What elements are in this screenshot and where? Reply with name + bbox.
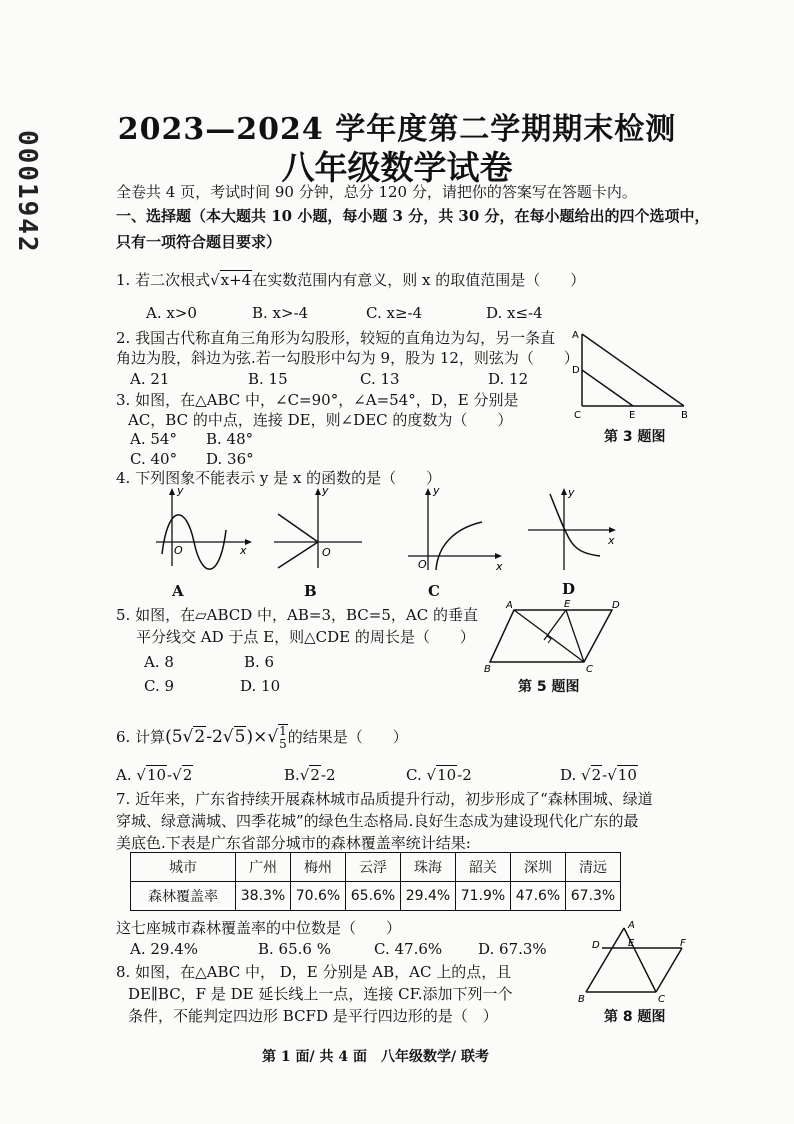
q5-point-d: D	[612, 600, 620, 611]
q6-option-c: C. √10-2	[406, 766, 472, 784]
q4d-axis-x: x	[608, 534, 615, 547]
question-6: 6. 计算(5√2-2√5)×√1 5的结果是（ ）	[116, 724, 408, 751]
q2-option-a: A. 21	[130, 370, 170, 388]
q2-option-c: C. 13	[360, 370, 400, 388]
q7-option-a: A. 29.4%	[130, 940, 199, 958]
question-5-line2: 平分线交 AD 于点 E，则△CDE 的周长是（ ）	[136, 628, 475, 646]
question-2-line1: 2. 我国古代称直角三角形为勾股形，较短的直角边为勾，另一条直	[116, 329, 556, 347]
q8-quadrilateral-figure	[574, 918, 694, 1004]
q4-label-a: A	[172, 582, 184, 600]
question-7-line1: 7. 近年来，广东省持续开展森林城市品质提升行动，初步形成了“森林围城、绿道	[116, 790, 653, 808]
q8-point-a: A	[628, 920, 635, 931]
table-cell: 71.9%	[456, 882, 511, 911]
q4-label-c: C	[428, 582, 440, 600]
table-header-cell: 梅州	[291, 853, 346, 882]
q5-option-a: A. 8	[144, 653, 174, 671]
q7-option-d: D. 67.3%	[478, 940, 547, 958]
q8-point-e: E	[628, 938, 635, 949]
q2-option-d: D. 12	[488, 370, 529, 388]
q5-point-c: C	[586, 664, 593, 675]
q3-option-d: D. 36°	[206, 450, 254, 468]
exam-title: 2023—2024 学年度第二学期期末检测	[117, 112, 677, 147]
table-cell: 29.4%	[401, 882, 456, 911]
q8-point-f: F	[680, 938, 686, 949]
q6-option-d: D. √2-√10	[560, 766, 637, 784]
q5-parallelogram-figure	[484, 596, 624, 676]
exam-intro: 全卷共 4 页，考试时间 90 分钟，总分 120 分，请把你的答案写在答题卡内。	[116, 183, 637, 201]
q3-option-b: B. 48°	[206, 430, 254, 448]
q5-option-b: B. 6	[244, 653, 275, 671]
q4-graph-d	[524, 484, 624, 574]
table-cell: 38.3%	[236, 882, 291, 911]
q3-point-e: E	[629, 410, 636, 420]
question-8-line3: 条件，不能判定四边形 BCFD 是平行四边形的是（ ）	[128, 1007, 498, 1025]
q6-option-a: A. √10-√2	[116, 766, 193, 784]
table-header-cell: 云浮	[346, 853, 401, 882]
table-cell: 47.6%	[511, 882, 566, 911]
q4-graph-c	[400, 484, 510, 574]
forest-coverage-table	[130, 852, 621, 911]
q3-option-a: A. 54°	[130, 430, 177, 448]
q1-prefix: 1. 若二次根式	[116, 271, 211, 289]
q4c-origin: O	[418, 558, 427, 571]
table-header-cell: 广州	[236, 853, 291, 882]
q4-label-b: B	[304, 582, 317, 600]
q5-point-e: E	[564, 599, 571, 610]
q8-figure-caption: 第 8 题图	[604, 1009, 666, 1025]
q7-option-b: B. 65.6 %	[258, 940, 331, 958]
table-cell: 森林覆盖率	[131, 882, 236, 911]
q4b-axis-y: y	[322, 484, 329, 497]
question-8-line1: 8. 如图，在△ABC 中， D，E 分别是 AB，AC 上的点，且	[116, 963, 512, 981]
q5-option-d: D. 10	[240, 677, 281, 695]
q8-point-d: D	[592, 940, 600, 951]
exam-subtitle: 八年级数学试卷	[281, 148, 513, 187]
q1-option-d: D. x≤-4	[486, 304, 543, 322]
q4-label-d: D	[562, 580, 576, 598]
q8-point-c: C	[658, 994, 665, 1004]
table-header-cell: 韶关	[456, 853, 511, 882]
page-footer: 第 1 面/ 共 4 面 八年级数学/ 联考	[262, 1049, 489, 1065]
table-header-cell: 城市	[131, 853, 236, 882]
q3-figure-caption: 第 3 题图	[604, 429, 666, 445]
q3-triangle-figure	[566, 326, 696, 420]
q3-point-d: D	[572, 365, 580, 376]
table-header-cell: 珠海	[401, 853, 456, 882]
section-heading-line2: 只有一项符合题目要求）	[116, 233, 282, 251]
q5-figure-caption: 第 5 题图	[518, 679, 580, 695]
question-1: 1. 若二次根式√x+4在实数范围内有意义，则 x 的取值范围是（ ）	[116, 271, 586, 289]
q8-point-b: B	[578, 994, 585, 1004]
q4c-axis-y: y	[433, 484, 440, 497]
table-cell: 67.3%	[566, 882, 621, 911]
q4a-origin: O	[174, 544, 183, 557]
q6-suffix: 的结果是（ ）	[287, 728, 408, 746]
question-3-line1: 3. 如图，在△ABC 中，∠C=90°，∠A=54°，D，E 分别是	[116, 391, 519, 409]
q2-option-b: B. 15	[248, 370, 288, 388]
q3-point-c: C	[574, 410, 581, 420]
table-cell: 70.6%	[291, 882, 346, 911]
q4b-origin: O	[322, 546, 331, 559]
table-header-row	[131, 853, 621, 882]
question-8-line2: DE∥BC，F 是 DE 延长线上一点，连接 CF.添加下列一个	[128, 985, 513, 1003]
q1-radicand: x+4	[220, 271, 252, 289]
side-serial-number: 0001942	[12, 130, 42, 254]
question-7-line3: 美底色.下表是广东省部分城市的森林覆盖率统计结果:	[116, 834, 471, 852]
table-header-cell: 深圳	[511, 853, 566, 882]
q4d-axis-y: y	[568, 486, 575, 499]
q1-option-a: A. x>0	[146, 304, 197, 322]
q6-prefix: 6. 计算	[116, 728, 166, 746]
q5-point-b: B	[484, 664, 491, 675]
table-row	[131, 882, 621, 911]
question-3-line2: AC，BC 的中点，连接 DE，则∠DEC 的度数为（ ）	[128, 411, 513, 429]
q3-point-a: A	[572, 330, 579, 341]
q5-point-a: A	[506, 600, 513, 611]
question-7-prompt: 这七座城市森林覆盖率的中位数是（ ）	[116, 919, 402, 937]
question-5-line1: 5. 如图，在▱ABCD 中，AB=3，BC=5，AC 的垂直	[116, 606, 478, 624]
q3-option-c: C. 40°	[130, 450, 178, 468]
q4c-axis-x: x	[496, 560, 503, 573]
question-2-line2: 角边为股，斜边为弦.若一勾股形中勾为 9，股为 12，则弦为（ ）	[116, 349, 579, 367]
q4-graph-b	[270, 484, 370, 574]
table-header-cell: 清远	[566, 853, 621, 882]
section-heading-line1: 一、选择题（本大题共 10 小题，每小题 3 分，共 30 分，在每小题给出的四个选项中，	[116, 207, 710, 225]
question-7-line2: 穿城、绿意满城、四季花城”的绿色生态格局.良好生态成为建设现代化广东的最	[116, 812, 639, 830]
q1-suffix: 在实数范围内有意义，则 x 的取值范围是（ ）	[252, 271, 586, 289]
q1-option-c: C. x≥-4	[366, 304, 423, 322]
q6-option-b: B.√2-2	[284, 766, 336, 784]
q3-point-b: B	[681, 410, 688, 420]
q4a-axis-x: x	[240, 544, 247, 557]
q5-option-c: C. 9	[144, 677, 175, 695]
table-cell: 65.6%	[346, 882, 401, 911]
q4a-axis-y: y	[177, 484, 184, 497]
q4-graph-a	[150, 484, 260, 574]
q7-option-c: C. 47.6%	[374, 940, 443, 958]
q1-option-b: B. x>-4	[252, 304, 309, 322]
question-4: 4. 下列图象不能表示 y 是 x 的函数的是（ ）	[116, 469, 442, 487]
